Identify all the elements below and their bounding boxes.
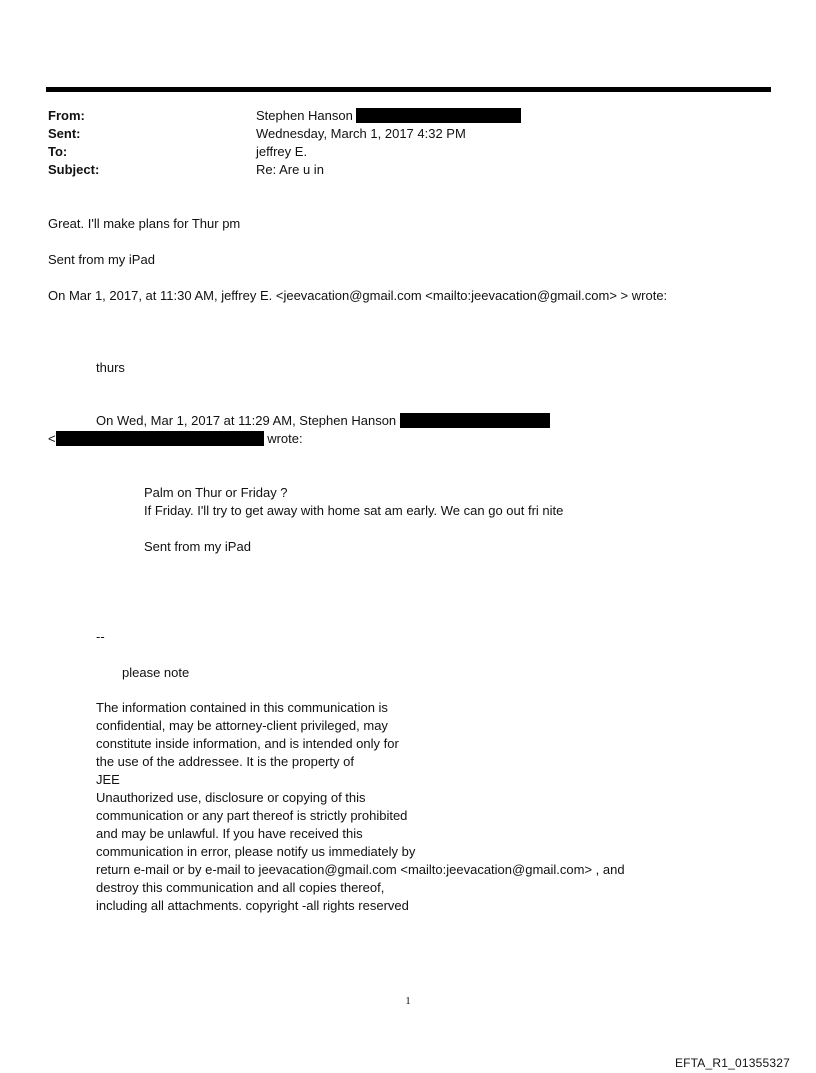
- nested-intro-suffix: wrote:: [267, 431, 303, 446]
- redaction-box: [356, 108, 521, 123]
- signature-separator: --: [96, 629, 105, 644]
- disclaimer-line: constitute inside information, and is intended only for: [96, 736, 399, 751]
- subject-label: Subject:: [48, 162, 100, 177]
- sent-value: Wednesday, March 1, 2017 4:32 PM: [256, 126, 466, 141]
- disclaimer-line: and may be unlawful. If you have received this: [96, 826, 363, 841]
- quote-intro: On Mar 1, 2017, at 11:30 AM, jeffrey E. <jeevacation@gmail.com <mailto:jeevacation@gmail.com> > wrote:: [48, 288, 668, 303]
- nested-intro-line-1: [96, 412, 550, 430]
- disclaimer-line: The information contained in this communication is: [96, 700, 388, 715]
- signature-line: Sent from my iPad: [48, 252, 155, 267]
- redaction-box: [400, 413, 550, 428]
- from-value: [256, 107, 521, 125]
- sent-label: Sent:: [48, 126, 81, 141]
- nested-line-1: Palm on Thur or Friday ?: [144, 485, 288, 500]
- document-id: EFTA_R1_01355327: [674, 1056, 790, 1070]
- subject-value: Re: Are u in: [256, 162, 324, 177]
- to-value: jeffrey E.: [256, 144, 308, 159]
- disclaimer-line: communication or any part thereof is strictly prohibited: [96, 808, 408, 823]
- please-note: please note: [122, 665, 190, 680]
- disclaimer-line: destroy this communication and all copies thereof,: [96, 880, 385, 895]
- reply-line: Great. I'll make plans for Thur pm: [48, 216, 241, 231]
- page-number: 1: [405, 995, 411, 1007]
- nested-intro-line-2: [48, 430, 303, 448]
- to-label: To:: [48, 144, 68, 159]
- nested-intro-prefix: <: [48, 431, 56, 446]
- nested-intro-text: On Wed, Mar 1, 2017 at 11:29 AM, Stephen Hanson: [96, 413, 397, 428]
- disclaimer-line: confidential, may be attorney-client privileged, may: [96, 718, 388, 733]
- quoted-reply: thurs: [96, 360, 125, 375]
- header-rule: [46, 87, 771, 92]
- disclaimer-block: [96, 699, 625, 915]
- disclaimer-line: including all attachments. copyright -all rights reserved: [96, 898, 409, 913]
- disclaimer-line: JEE: [96, 772, 120, 787]
- disclaimer-line: Unauthorized use, disclosure or copying of this: [96, 790, 366, 805]
- from-name: Stephen Hanson: [256, 108, 353, 123]
- nested-signature: Sent from my iPad: [144, 539, 251, 554]
- disclaimer-line: the use of the addressee. It is the property of: [96, 754, 354, 769]
- disclaimer-line: return e-mail or by e-mail to jeevacation@gmail.com <mailto:jeevacation@gmail.com> , and: [96, 862, 625, 877]
- redaction-box: [56, 431, 264, 446]
- from-label: From:: [48, 108, 85, 123]
- disclaimer-line: communication in error, please notify us immediately by: [96, 844, 416, 859]
- nested-line-2: If Friday. I'll try to get away with home sat am early. We can go out fri nite: [144, 503, 564, 518]
